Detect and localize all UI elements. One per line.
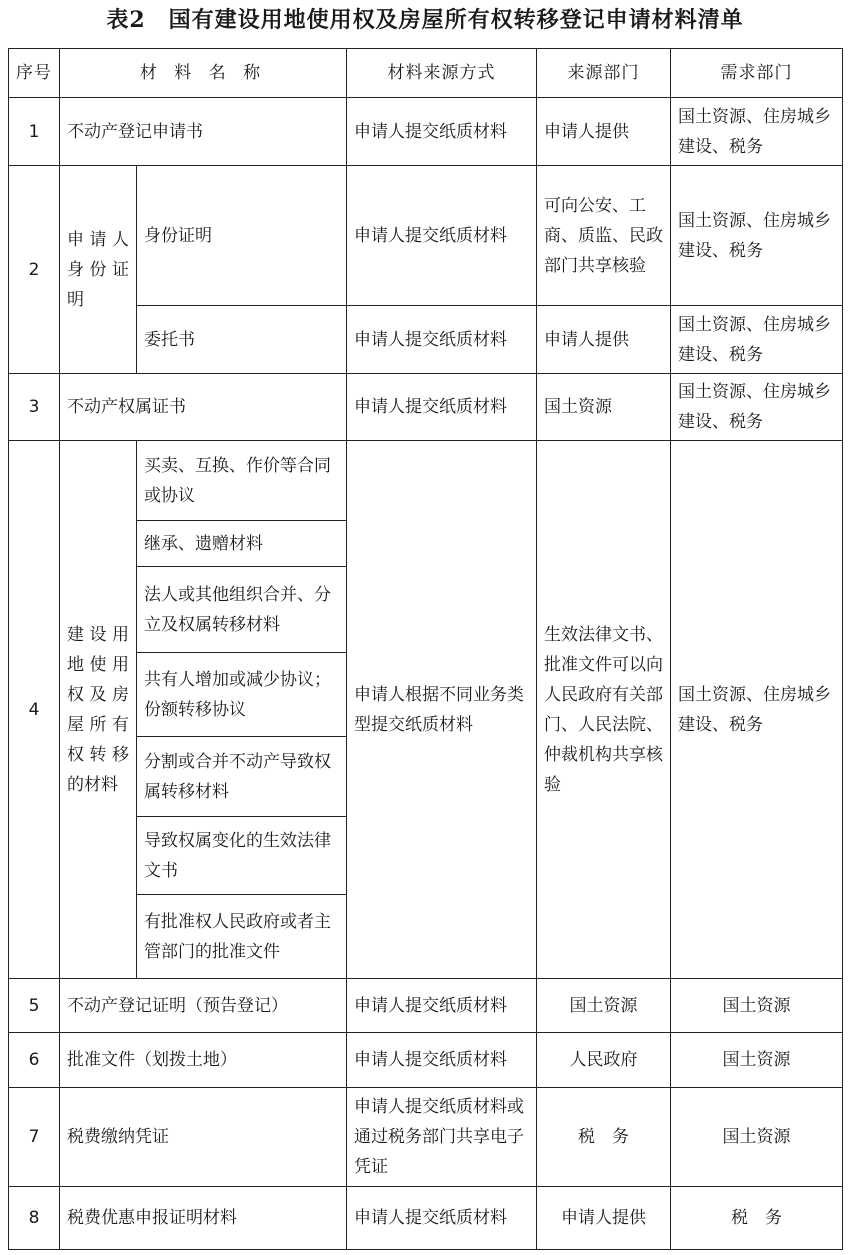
material-item: 买卖、互换、作价等合同或协议 — [137, 441, 347, 521]
material-name: 税费优惠申报证明材料 — [60, 1187, 347, 1250]
material-name: 税费缴纳凭证 — [60, 1088, 347, 1187]
material-name: 不动产登记证明（预告登记） — [60, 979, 347, 1033]
table-row — [9, 1033, 843, 1088]
source-dept: 国土资源 — [537, 374, 671, 441]
header-row — [9, 49, 843, 98]
table-row — [9, 441, 843, 521]
material-name: 批准文件（划拨土地） — [60, 1033, 347, 1088]
table-row — [9, 979, 843, 1033]
source-dept: 国土资源 — [537, 979, 671, 1033]
material-name: 身份证明 — [137, 166, 347, 306]
row-seq: 7 — [9, 1088, 60, 1187]
row-seq: 8 — [9, 1187, 60, 1250]
material-item: 导致权属变化的生效法律文书 — [137, 817, 347, 895]
source-dept: 税 务 — [537, 1088, 671, 1187]
header-seq: 序号 — [9, 49, 60, 98]
header-source-dept: 来源部门 — [537, 49, 671, 98]
material-item: 共有人增加或减少协议；份额转移协议 — [137, 653, 347, 737]
table-row — [9, 374, 843, 441]
material-group: 建设用地使用权及房屋所有权转移的材料 — [60, 441, 137, 979]
demand-dept: 国土资源、住房城乡建设、税务 — [671, 441, 843, 979]
source-dept: 申请人提供 — [537, 1187, 671, 1250]
source-method: 申请人提交纸质材料 — [347, 374, 537, 441]
material-item: 法人或其他组织合并、分立及权属转移材料 — [137, 567, 347, 653]
header-demand-dept: 需求部门 — [671, 49, 843, 98]
demand-dept: 国土资源 — [671, 1088, 843, 1187]
source-method: 申请人提交纸质材料 — [347, 166, 537, 306]
material-item: 有批准权人民政府或者主管部门的批准文件 — [137, 895, 347, 979]
row-seq: 4 — [9, 441, 60, 979]
materials-table — [8, 48, 843, 1250]
demand-dept: 国土资源、住房城乡建设、税务 — [671, 98, 843, 166]
source-dept: 可向公安、工商、质监、民政部门共享核验 — [537, 166, 671, 306]
source-method: 申请人提交纸质材料 — [347, 1187, 537, 1250]
table-row — [9, 98, 843, 166]
table-title: 表2 国有建设用地使用权及房屋所有权转移登记申请材料清单 — [106, 7, 744, 33]
demand-dept: 国土资源、住房城乡建设、税务 — [671, 306, 843, 374]
material-item: 继承、遗赠材料 — [137, 521, 347, 567]
source-method: 申请人提交纸质材料或通过税务部门共享电子凭证 — [347, 1088, 537, 1187]
row-seq: 5 — [9, 979, 60, 1033]
source-method: 申请人提交纸质材料 — [347, 306, 537, 374]
table-row — [9, 1187, 843, 1250]
row-seq: 2 — [9, 166, 60, 374]
demand-dept: 国土资源、住房城乡建设、税务 — [671, 166, 843, 306]
source-dept: 人民政府 — [537, 1033, 671, 1088]
source-method: 申请人根据不同业务类型提交纸质材料 — [347, 441, 537, 979]
demand-dept: 税 务 — [671, 1187, 843, 1250]
header-source-method: 材料来源方式 — [347, 49, 537, 98]
table-row — [9, 166, 843, 306]
material-name: 不动产登记申请书 — [60, 98, 347, 166]
source-method: 申请人提交纸质材料 — [347, 1033, 537, 1088]
material-group: 申请人身份证明 — [60, 166, 137, 374]
row-seq: 6 — [9, 1033, 60, 1088]
row-seq: 1 — [9, 98, 60, 166]
demand-dept: 国土资源 — [671, 1033, 843, 1088]
demand-dept: 国土资源 — [671, 979, 843, 1033]
material-item: 分割或合并不动产导致权属转移材料 — [137, 737, 347, 817]
source-dept: 申请人提供 — [537, 306, 671, 374]
row-seq: 3 — [9, 374, 60, 441]
source-method: 申请人提交纸质材料 — [347, 979, 537, 1033]
header-material: 材 料 名 称 — [60, 49, 347, 98]
demand-dept: 国土资源、住房城乡建设、税务 — [671, 374, 843, 441]
source-dept: 生效法律文书、批准文件可以向人民政府有关部门、人民法院、仲裁机构共享核验 — [537, 441, 671, 979]
table-row — [9, 1088, 843, 1187]
material-name: 不动产权属证书 — [60, 374, 347, 441]
source-method: 申请人提交纸质材料 — [347, 98, 537, 166]
source-dept: 申请人提供 — [537, 98, 671, 166]
material-name: 委托书 — [137, 306, 347, 374]
